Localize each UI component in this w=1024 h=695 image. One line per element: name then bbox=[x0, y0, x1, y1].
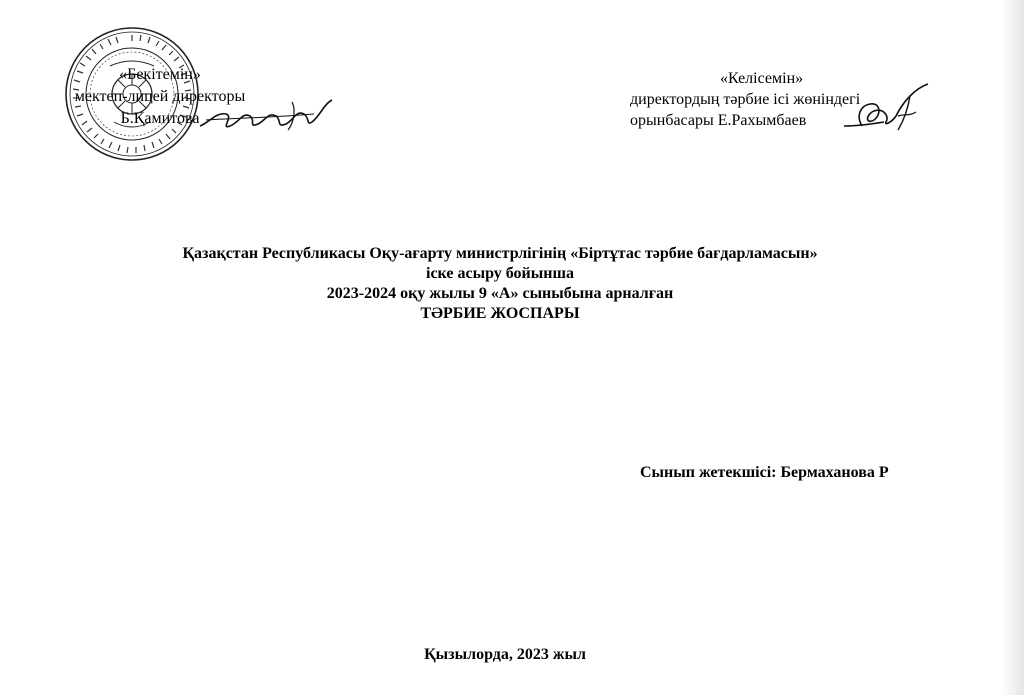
approval-name: Б.Қамитова bbox=[120, 110, 200, 127]
agreement-name: орынбасары Е.Рахымбаев bbox=[630, 112, 807, 129]
agreement-position: директордың тәрбие ісі жөніндегі bbox=[630, 91, 861, 108]
approval-heading: «Бекітемін» bbox=[119, 66, 201, 83]
approval-position: мектеп-лицей директоры bbox=[74, 88, 246, 105]
title-line-plan: ТӘРБИЕ ЖОСПАРЫ bbox=[420, 305, 580, 322]
title-line-implementation: іске асыру бойынша bbox=[426, 265, 574, 282]
director-signature-icon bbox=[196, 96, 336, 136]
title-line-ministry: Қазақстан Республикасы Оқу-ағарту министрлігінің «Біртұтас тәрбие бағдарламасын» bbox=[182, 245, 818, 262]
page-edge-shadow bbox=[1000, 0, 1024, 695]
agreement-heading: «Келісемін» bbox=[720, 70, 804, 87]
document-title bbox=[0, 244, 1000, 324]
place-year: Қызылорда, 2023 жыл bbox=[424, 646, 586, 663]
title-line-academic-year: 2023-2024 оқу жылы 9 «А» сыныбына арналған bbox=[326, 285, 674, 302]
deputy-signature-icon bbox=[838, 82, 938, 138]
class-teacher: Сынып жетекшісі: Бермаханова Р bbox=[640, 464, 889, 481]
